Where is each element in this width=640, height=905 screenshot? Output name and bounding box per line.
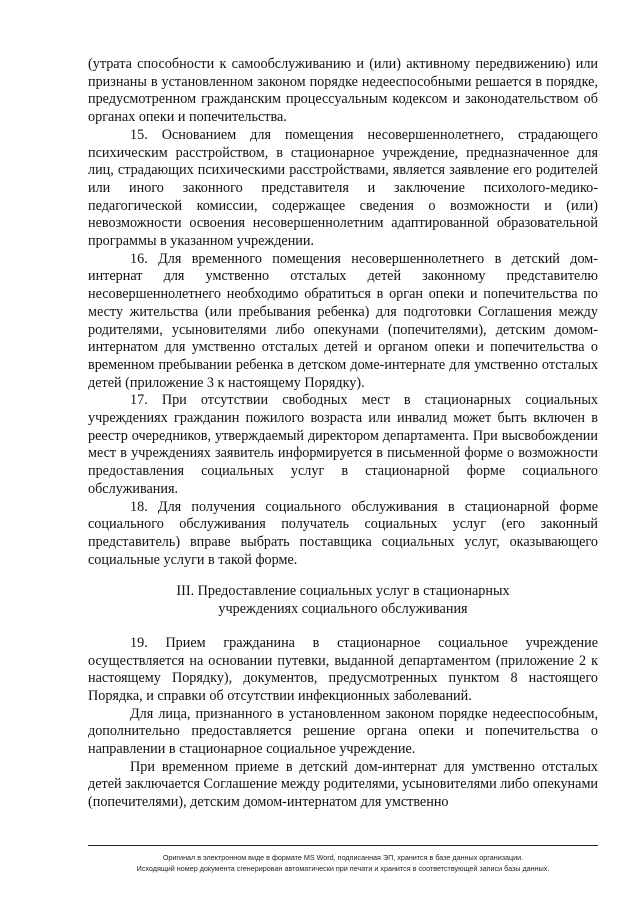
paragraph-16: 16. Для временного помещения несовершеннолетнего в детский дом-интернат для умственно отсталых детей законному представителю несовершеннолетнего необходимо обратиться в орган опеки и попечительства по месту жительства (или пребывания ребенка) для подготовки Соглашения между родителями, усыновителями либо опекунами (попечителями), детским домом-интернатом для умственно отсталых детей и органом опеки и попечительства о временном пребывании ребенка в детском доме-интернате для умственно отсталых детей (приложение 3 к настоящему Порядку). [88,250,598,391]
paragraph-19: 19. Прием гражданина в стационарное социальное учреждение осуществляется на основании путевки, выданной департаментом (приложение 2 к настоящему Порядку), документов, предусмотренных пунктом 8 настоящего Порядка, и справки об отсутствии инфекционных заболеваний. [88,634,598,704]
paragraph-continuation: (утрата способности к самообслуживанию и (или) активному передвижению) или признаны в установленном законом порядке недееспособными решается в порядке, предусмотренном гражданским процессуальным кодексом и законодательством об органах опеки и попечительства. [88,56,598,126]
paragraph-17: 17. При отсутствии свободных мест в стационарных социальных учреждениях гражданин пожилого возраста или инвалид может быть включен в реестр очередников, утверждаемый директором департамента. При высвобождении мест в учреждениях заявитель информируется в письменной форме о возможности предоставления социальных услуг в стационарной форме социального обслуживания. [88,392,598,497]
paragraph-incapacitated: Для лица, признанного в установленном законом порядке недееспособным, дополнительно предоставляется решение органа опеки и попечительства о направлении в стационарное социальное учреждение. [88,705,598,758]
section-heading-line-1: III. Предоставление социальных услуг в стационарных [176,583,510,600]
footer-line-2: Исходящий номер документа сгенерирован автоматически при печати и хранится в соответствующей записи базы данных. [136,864,550,873]
section-heading [88,583,598,618]
document-page [88,56,598,812]
document-footer [88,845,598,874]
footer-line-1: Оригинал в электронном виде в формате MS Word, подписанная ЭП, хранится в базе данных организации. [162,853,524,862]
paragraph-15: 15. Основанием для помещения несовершеннолетнего, страдающего психическим расстройством, в стационарное учреждение, предназначенное для лиц, страдающих психическими расстройствами, является заявление его родителей или иного законного представителя и заключение психолого-медико-педагогической комиссии, содержащее сведения о возможности и (или) невозможности освоения несовершеннолетним адаптированной образовательной программы в указанном учреждении. [88,126,598,250]
section-heading-line-2: учреждениях социального обслуживания [218,601,468,618]
paragraph-18: 18. Для получения социального обслуживания в стационарной форме социального обслуживания получатель социальных услуг (его законный представитель) вправе выбрать поставщика социальных услуг, оказывающего социальные услуги в такой форме. [88,498,598,568]
paragraph-temporary-admission: При временном приеме в детский дом-интернат для умственно отсталых детей заключается Соглашение между родителями, усыновителями либо опекунами (попечителями), детским домом-интернатом для умственно [88,758,599,811]
